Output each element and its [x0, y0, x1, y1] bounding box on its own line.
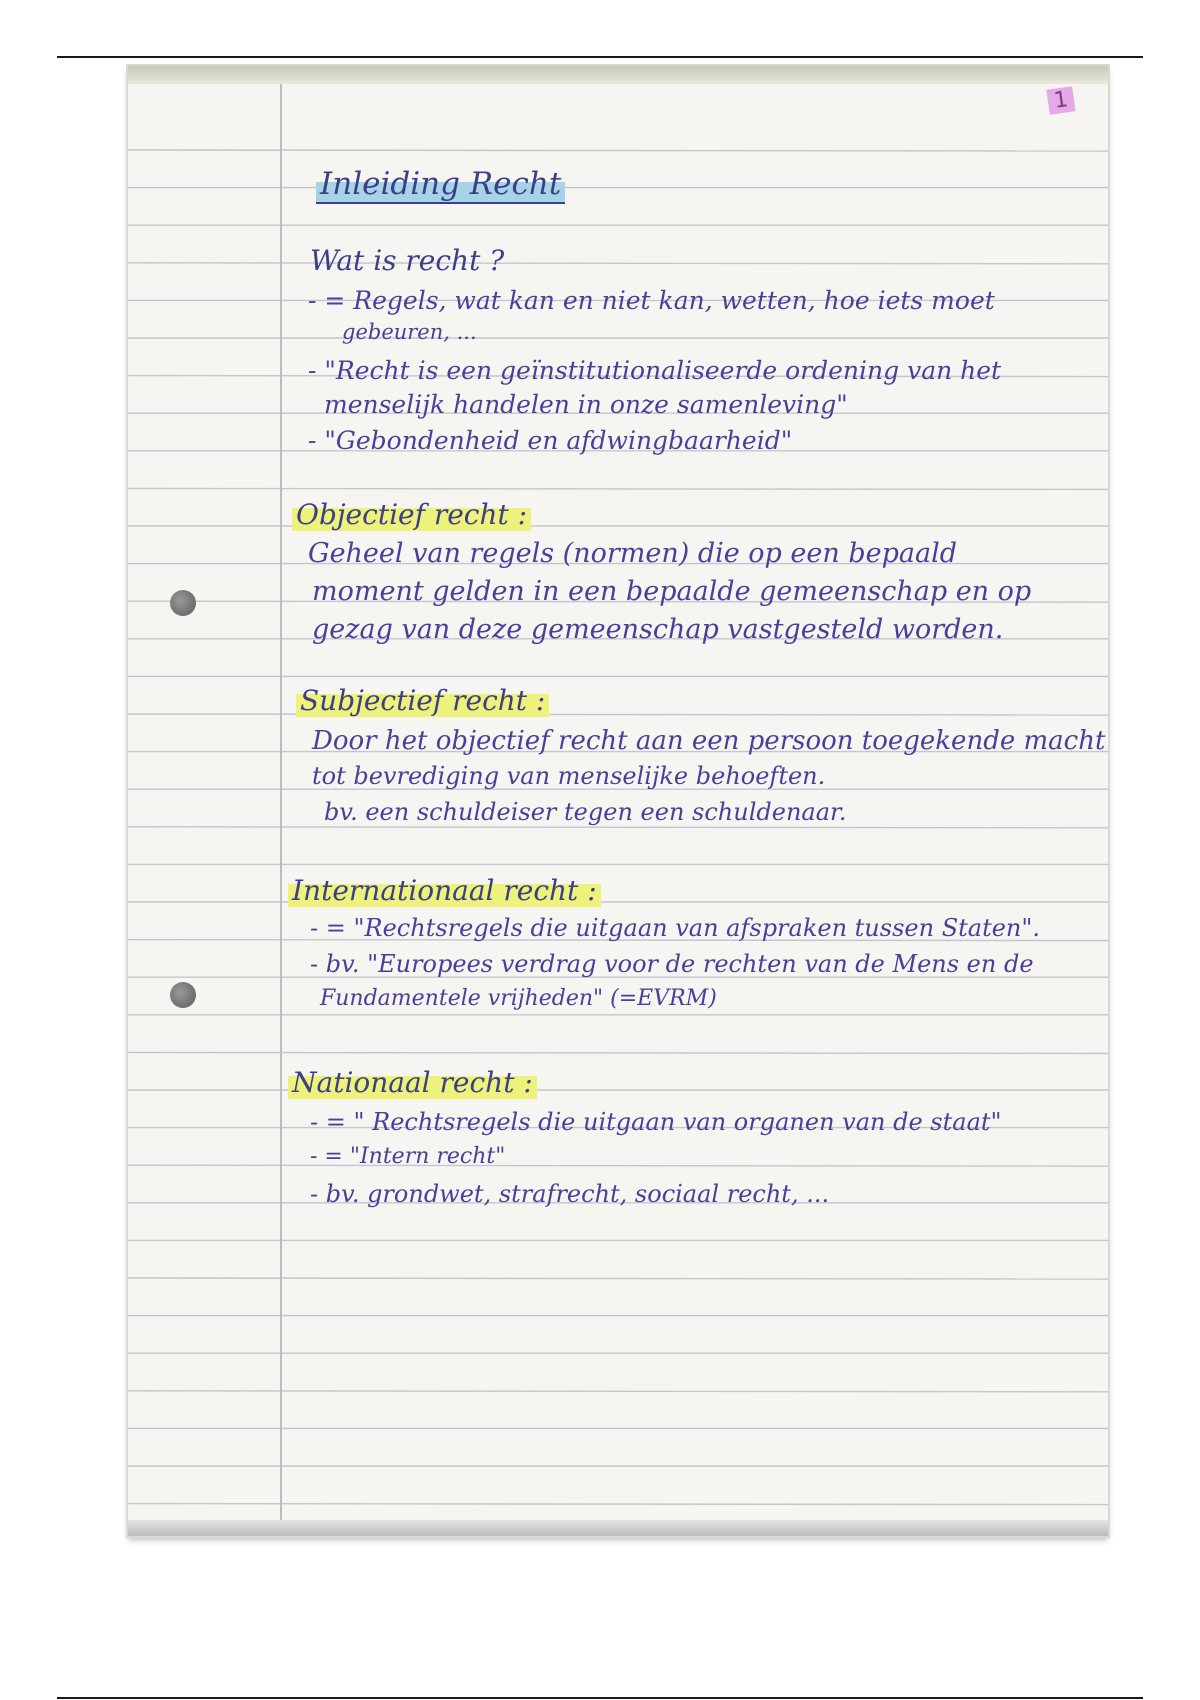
top-rule	[57, 56, 1143, 58]
section-heading: Nationaal recht :	[288, 1066, 537, 1099]
sheet-bottom-edge	[128, 1520, 1108, 1536]
section-heading: Wat is recht ?	[310, 244, 505, 277]
section-line: moment gelden in een bepaalde gemeenschap en op	[312, 576, 1032, 607]
notes-title: Inleiding Recht	[316, 166, 565, 204]
section-line: Door het objectief recht aan een persoon toegekende macht	[312, 726, 1106, 756]
section-line: - bv. "Europees verdrag voor de rechten van de Mens en de	[310, 950, 1034, 978]
section-line: Geheel van regels (normen) die op een bepaald	[308, 538, 958, 569]
section-line: Fundamentele vrijheden" (=EVRM)	[320, 986, 717, 1011]
section-line: gezag van deze gemeenschap vastgesteld worden.	[312, 614, 1004, 645]
section-line: tot bevrediging van menselijke behoeften.	[312, 762, 826, 790]
section-line: - = Regels, wat kan en niet kan, wetten, hoe iets moet	[308, 286, 995, 315]
section-line: - = " Rechtsregels die uitgaan van organen van de staat"	[310, 1108, 1002, 1136]
page-number: 1	[1046, 86, 1075, 114]
section-line: gebeuren, ...	[342, 320, 477, 344]
section-line: - "Recht is een geïnstitutionaliseerde ordening van het	[308, 356, 1002, 385]
section-line: - = "Rechtsregels die uitgaan van afspraken tussen Staten".	[310, 914, 1041, 942]
section-heading: Internationaal recht :	[288, 874, 601, 907]
section-line: - = "Intern recht"	[310, 1144, 506, 1169]
section-heading: Subjectief recht :	[296, 684, 549, 717]
notebook-sheet	[128, 66, 1108, 1536]
section-line: - "Gebondenheid en afdwingbaarheid"	[308, 426, 793, 455]
section-line: bv. een schuldeiser tegen een schuldenaar.	[324, 798, 847, 826]
bottom-rule	[57, 1697, 1143, 1699]
section-heading: Objectief recht :	[292, 498, 531, 531]
handwritten-notes	[128, 66, 1108, 1536]
section-line: - bv. grondwet, strafrecht, sociaal recht, ...	[310, 1180, 830, 1208]
section-line: menselijk handelen in onze samenleving"	[324, 390, 848, 419]
